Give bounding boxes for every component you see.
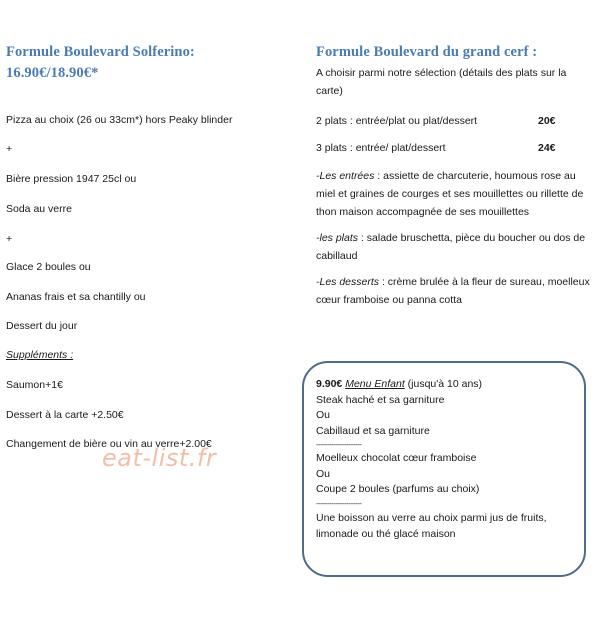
option-3-plats: [316, 141, 596, 155]
kids-main-1: Steak haché et sa garniture: [316, 393, 445, 406]
supplements-heading: Suppléments :: [6, 349, 74, 361]
option-3-plats-label: 3 plats : entrée/ plat/dessert: [316, 142, 446, 154]
kids-dessert-1: Moelleux chocolat cœur framboise: [316, 452, 477, 464]
kids-price: 9.90€: [316, 378, 343, 390]
kids-separator-1: ---------------------: [316, 440, 362, 449]
plats-label: -les plats: [316, 232, 359, 244]
desserts-text: : crème brulée à la fleur de sureau, moelleux cœur framboise ou panna cotta: [316, 276, 590, 306]
menu-item-pizza: Pizza au choix (26 ou 33cm*) hors Peaky blinder: [6, 114, 233, 126]
grand-cerf-title: Formule Boulevard du grand cerf :: [316, 44, 538, 60]
kids-dessert-2: Coupe 2 boules (parfums au choix): [316, 483, 480, 495]
plats-text: : salade bruschetta, pièce du boucher ou dos de cabillaud: [316, 232, 586, 262]
watermark: eat-list.fr: [102, 444, 217, 472]
solferino-title: Formule Boulevard Solferino:: [6, 44, 195, 60]
formule-solferino-section: [6, 42, 291, 84]
menu-item-soda: Soda au verre: [6, 203, 72, 215]
desserts-paragraph: [316, 273, 596, 309]
grand-cerf-intro: A choisir parmi notre sélection (détails des plats sur la carte): [316, 67, 567, 97]
kids-menu-box: [302, 361, 586, 577]
desserts-label: -Les desserts: [316, 276, 380, 288]
plats-paragraph: [316, 229, 596, 265]
menu-item-dessert-du-jour: Dessert du jour: [6, 320, 78, 332]
entrees-paragraph: [316, 167, 596, 221]
supplement-dessert: Dessert à la carte +2.50€: [6, 409, 124, 421]
menu-item-ananas: Ananas frais et sa chantilly ou: [6, 291, 146, 303]
kids-separator-2: ---------------------: [316, 498, 362, 508]
supplement-boisson: Changement de bière ou vin au verre+2.00€: [6, 438, 212, 450]
option-2-plats-label: 2 plats : entrée/plat ou plat/dessert: [316, 115, 478, 127]
kids-age-note: (jusqu'à 10 ans): [404, 378, 483, 390]
kids-menu-header: [316, 377, 578, 393]
kids-dessert-or: Ou: [316, 467, 331, 480]
menu-item-plus-1: +: [6, 143, 13, 155]
kids-main-or: Ou: [316, 409, 331, 421]
option-2-plats-price: 20€: [538, 115, 556, 127]
menu-item-plus-2: +: [6, 233, 13, 245]
entrees-label: -Les entrées: [316, 170, 375, 182]
solferino-price: 16.90€/18.90€*: [6, 65, 99, 81]
menu-item-glace: Glace 2 boules ou: [6, 261, 91, 273]
kids-main-2: Cabillaud et sa garniture: [316, 424, 430, 437]
entrees-text: : assiette de charcuterie, houmous rose au miel et graines de courges et ses mouillettes ou rillette de thon maison accompagnée de ses mouillettes: [316, 170, 584, 218]
formule-grand-cerf-section: [316, 42, 596, 309]
kids-menu-label: Menu Enfant: [345, 378, 405, 390]
option-2-plats: [316, 114, 596, 128]
supplement-saumon: Saumon+1€: [6, 379, 63, 391]
kids-drink: Une boisson au verre au choix parmi jus de fruits, limonade ou thé glacé maison: [316, 511, 547, 540]
option-3-plats-price: 24€: [538, 142, 556, 154]
menu-item-biere: Bière pression 1947 25cl ou: [6, 173, 137, 185]
